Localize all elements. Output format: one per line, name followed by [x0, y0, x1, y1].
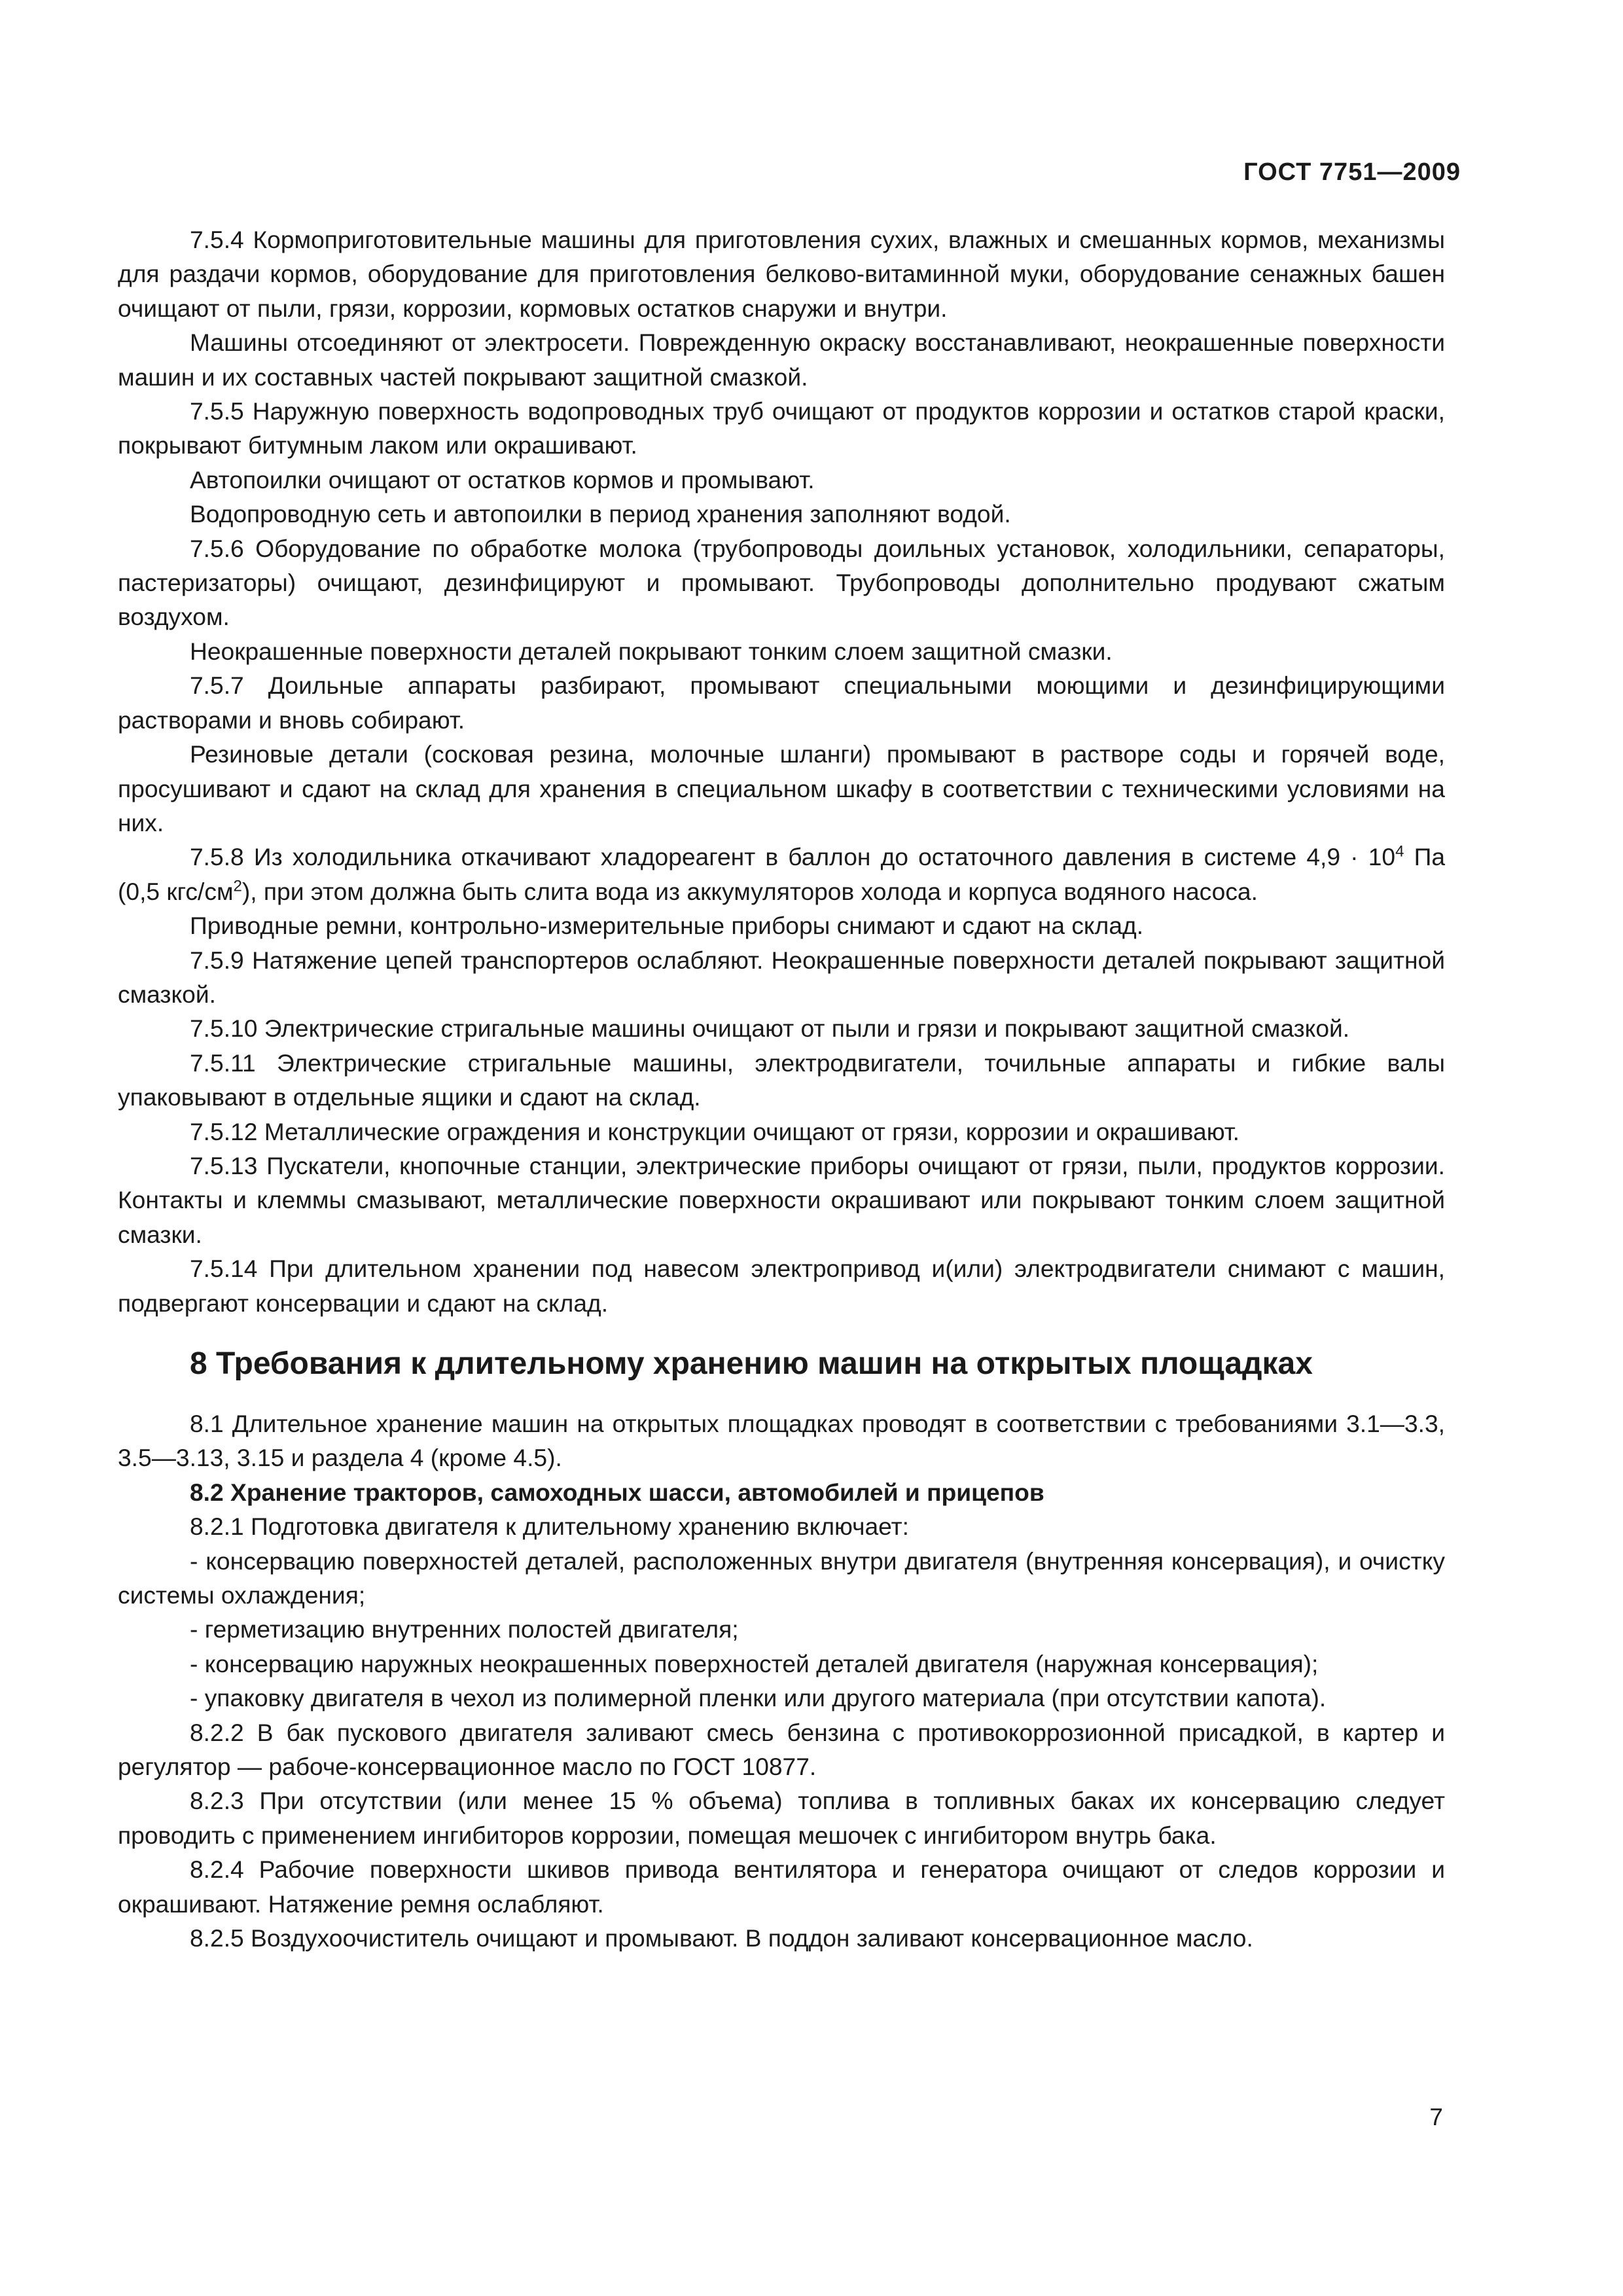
paragraph: 8.2.3 При отсутствии (или менее 15 % объема) топлива в топливных баках их консервацию следует проводить с применением ингибиторов коррозии, помещая мешочек с ингибитором внутрь бака.: [118, 1787, 1445, 1849]
subsection-heading: 8.2 Хранение тракторов, самоходных шасси, автомобилей и прицепов: [190, 1478, 1044, 1506]
paragraph: 8.1 Длительное хранение машин на открытых площадках проводят в соответствии с требованиями 3.1—3.3, 3.5—3.13, 3.15 и раздела 4 (кроме 4.5).: [118, 1410, 1445, 1472]
page-number: 7: [1429, 2104, 1443, 2130]
text-run: 7.5.8 Из холодильника откачивают хладореагент в баллон до остаточного давления в системе 4,9 · 10: [190, 843, 1396, 871]
paragraph: 8.2.1 Подготовка двигателя к длительному хранению включает:: [190, 1513, 909, 1541]
list-item: - упаковку двигателя в чехол из полимерной пленки или другого материала (при отсутствии капота).: [190, 1684, 1327, 1712]
paragraph: 8.2.2 В бак пускового двигателя заливают смесь бензина с противокоррозионной присадкой, в картер и регулятор — рабоче-консервационное масло по ГОСТ 10877.: [118, 1718, 1445, 1781]
paragraph: 7.5.11 Электрические стригальные машины, электродвигатели, точильные аппараты и гибкие валы упаковывают в отдельные ящики и сдают на склад.: [118, 1049, 1445, 1111]
list-item: - герметизацию внутренних полостей двигателя;: [190, 1615, 739, 1643]
list-item: - консервацию поверхностей деталей, расположенных внутри двигателя (внутренняя консервация), и очистку системы охлаждения;: [118, 1547, 1445, 1609]
paragraph: 7.5.13 Пускатели, кнопочные станции, электрические приборы очищают от грязи, пыли, продуктов коррозии. Контакты и клеммы смазывают, металлические поверхности окрашивают или покрывают тонким слоем защитной смазки.: [118, 1151, 1445, 1248]
paragraph: 8.2.5 Воздухоочиститель очищают и промывают. В поддон заливают консервационное масло.: [190, 1924, 1253, 1952]
paragraph: 7.5.14 При длительном хранении под навесом электропривод и(или) электродвигатели снимают с машин, подвергают консервации и сдают на склад.: [118, 1255, 1445, 1317]
text-run: Па (0,5 кгс/см: [118, 843, 1445, 905]
paragraph: 7.5.9 Натяжение цепей транспортеров ослабляют. Неокрашенные поверхности деталей покрывают защитной смазкой.: [118, 946, 1445, 1008]
document-id-header: ГОСТ 7751—2009: [1243, 158, 1461, 186]
exponent: 4: [1395, 842, 1404, 861]
paragraph: 7.5.7 Доильные аппараты разбирают, промывают специальными моющими и дезинфицирующими растворами и вновь собирают.: [118, 672, 1445, 734]
paragraph: Машины отсоединяют от электросети. Поврежденную окраску восстанавливают, неокрашенные поверхности машин и их составных частей покрывают защитной смазкой.: [118, 329, 1445, 391]
paragraph: Резиновые детали (сосковая резина, молочные шланги) промывают в растворе соды и горячей воде, просушивают и сдают на склад для хранения в специальном шкафу в соответствии с техническими условиями на них.: [118, 740, 1445, 836]
paragraph: Водопроводную сеть и автопоилки в период хранения заполняют водой.: [190, 500, 1011, 528]
exponent: 2: [233, 877, 242, 895]
paragraph: 7.5.5 Наружную поверхность водопроводных труб очищают от продуктов коррозии и остатков старой краски, покрывают битумным лаком или окрашивают.: [118, 397, 1445, 459]
paragraph: 7.5.4 Кормоприготовительные машины для приготовления сухих, влажных и смешанных кормов, механизмы для раздачи кормов, оборудование для приготовления белково-витаминной муки, оборудование сенажных башен очищают от пыли, грязи, коррозии, кормовых остатков снаружи и внутри.: [118, 226, 1445, 322]
paragraph: 7.5.12 Металлические ограждения и конструкции очищают от грязи, коррозии и окрашивают.: [190, 1117, 1240, 1145]
body-text: [118, 223, 1445, 1956]
paragraph: 7.5.10 Электрические стригальные машины очищают от пыли и грязи и покрывают защитной смазкой.: [190, 1014, 1350, 1043]
list-item: - консервацию наружных неокрашенных поверхностей деталей двигателя (наружная консервация);: [190, 1649, 1319, 1677]
text-run: ), при этом должна быть слита вода из аккумуляторов холода и корпуса водяного насоса.: [241, 877, 1258, 905]
section-heading: 8 Требования к длительному хранению машин на открытых площадках: [190, 1346, 1313, 1381]
paragraph: 8.2.4 Рабочие поверхности шкивов привода вентилятора и генератора очищают от следов коррозии и окрашивают. Натяжение ремня ослабляют.: [118, 1856, 1445, 1918]
paragraph: 7.5.6 Оборудование по обработке молока (трубопроводы доильных установок, холодильники, сепараторы, пастеризаторы) очищают, дезинфицируют и промывают. Трубопроводы дополнительно продувают сжатым воздухом.: [118, 534, 1445, 631]
paragraph: Неокрашенные поверхности деталей покрывают тонким слоем защитной смазки.: [190, 637, 1113, 665]
paragraph: Приводные ремни, контрольно-измерительные приборы снимают и сдают на склад.: [190, 912, 1144, 940]
paragraph: Автопоилки очищают от остатков кормов и промывают.: [190, 465, 815, 493]
paragraph-7-5-8: [118, 840, 1445, 908]
